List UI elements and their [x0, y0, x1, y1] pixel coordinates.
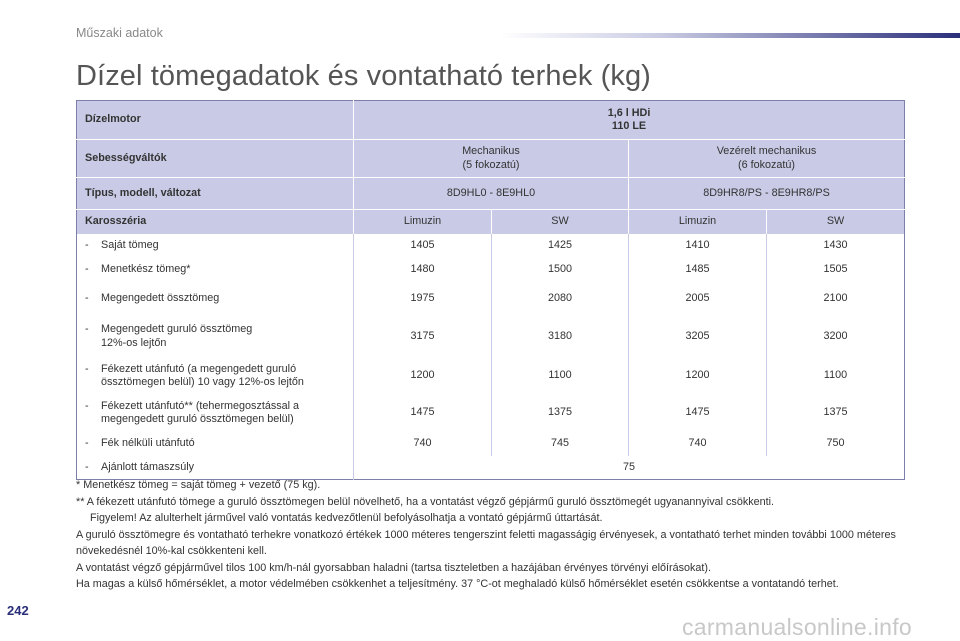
body-label: Karosszéria [77, 210, 354, 234]
row-label: - Fékezett utánfutó (a megengedett guruló össztömegen belül) 10 vagy 12%-os lejtőn [77, 358, 354, 395]
row-label: - Ajánlott támaszsúly [77, 456, 354, 480]
row-value: 2100 [767, 282, 905, 316]
row-value: 1430 [767, 234, 905, 258]
row-value: 1100 [492, 358, 629, 395]
footnote: Ha magas a külső hőmérséklet, a motor védelmében csökkenhet a teljesítmény. 37 °C-ot meghaladó külső hőmérséklet esetén csökkentse a vontatandó terhet. [76, 578, 839, 590]
weights-table [76, 100, 905, 480]
gearbox-row [77, 140, 905, 178]
row-value: 3180 [492, 316, 629, 358]
row-value: 1200 [354, 358, 492, 395]
table-row [77, 395, 905, 432]
gearbox-manual-line1: Mechanikus [462, 145, 520, 158]
row-label: - Megengedett guruló össztömeg 12%-os lejtőn [77, 316, 354, 358]
engine-label: Dízelmotor [77, 101, 354, 140]
row-value: 3175 [354, 316, 492, 358]
gearbox-manual-line2: (5 fokozatú) [462, 158, 520, 171]
gearbox-manual [354, 140, 629, 178]
footnote: A vontatást végző gépjárművel tilos 100 km/h-nál gyorsabban haladni (tartsa tiszteletben a hazájában érvényes törvényi előírásokat). [76, 561, 711, 574]
row-value: 1375 [492, 395, 629, 432]
engine-value [354, 101, 905, 140]
section-label: Műszaki adatok [76, 26, 163, 40]
row-label: - Fékezett utánfutó** (tehermegosztással a megengedett guruló össztömegen belül) [77, 395, 354, 432]
body-col: Limuzin [629, 210, 767, 234]
row-value: 3200 [767, 316, 905, 358]
table-row [77, 456, 905, 480]
row-value: 740 [354, 432, 492, 456]
row-value: 1475 [629, 395, 767, 432]
engine-row [77, 101, 905, 140]
row-value: 1410 [629, 234, 767, 258]
watermark-logo: carmanualsonline.info [681, 614, 912, 640]
table-row [77, 234, 905, 258]
engine-value-line1: 1,6 l HDi [607, 106, 651, 119]
row-value: 2080 [492, 282, 629, 316]
row-value: 1485 [629, 258, 767, 282]
row-label: - Fék nélküli utánfutó [77, 432, 354, 456]
body-row [77, 210, 905, 234]
row-value: 1425 [492, 234, 629, 258]
row-value: 1100 [767, 358, 905, 395]
gearbox-auto [629, 140, 905, 178]
row-value: 1375 [767, 395, 905, 432]
type-row [77, 178, 905, 210]
row-label: - Menetkész tömeg* [77, 258, 354, 282]
type-auto: 8D9HR8/PS - 8E9HR8/PS [629, 178, 905, 210]
footnotes [76, 477, 916, 593]
page-number: 242 [7, 603, 29, 618]
table-row [77, 432, 905, 456]
table-row [77, 316, 905, 358]
table-row [77, 282, 905, 316]
row-value: 3205 [629, 316, 767, 358]
row-value: 750 [767, 432, 905, 456]
row-value: 1480 [354, 258, 492, 282]
row-value: 1505 [767, 258, 905, 282]
table-row [77, 358, 905, 395]
header-gradient-bar [500, 33, 960, 38]
body-col: SW [767, 210, 905, 234]
row-value: 1475 [354, 395, 492, 432]
row-value: 1405 [354, 234, 492, 258]
gearbox-auto-line2: (6 fokozatú) [738, 158, 796, 171]
row-value: 2005 [629, 282, 767, 316]
row-label: - Megengedett össztömeg [77, 282, 354, 316]
row-label: - Saját tömeg [77, 234, 354, 258]
footnote: ** A fékezett utánfutó tömege a guruló össztömegen belül növelhető, ha a vontatást végző gépjármű guruló össztömegét ugyanannyival csökkenti. [76, 495, 775, 508]
type-label: Típus, modell, változat [77, 178, 354, 210]
footnote: A guruló össztömegre és vontatható terhekre vonatkozó értékek 1000 méteres tengerszint feletti magasságig érvényesek, a vontatható terhet minden további 1000 méteres növekedésnél 10%-kal csökkenteni kell. [76, 528, 896, 557]
footnote: Figyelem! Az alulterhelt járművel való vontatás kedvezőtlenül befolyásolhatja a vontató gépjármű úttartását. [90, 512, 603, 524]
type-manual: 8D9HL0 - 8E9HL0 [354, 178, 629, 210]
row-value: 1200 [629, 358, 767, 395]
row-value: 75 [354, 456, 905, 480]
footnote: * Menetkész tömeg = saját tömeg + vezető (75 kg). [76, 479, 321, 491]
row-value: 1975 [354, 282, 492, 316]
gearbox-auto-line1: Vezérelt mechanikus [716, 145, 817, 158]
table-row [77, 258, 905, 282]
body-col: SW [492, 210, 629, 234]
page-title: Dízel tömegadatok és vontatható terhek (kg) [76, 60, 651, 92]
row-value: 740 [629, 432, 767, 456]
gearbox-label: Sebességváltók [77, 140, 354, 178]
row-value: 745 [492, 432, 629, 456]
row-value: 1500 [492, 258, 629, 282]
body-col: Limuzin [354, 210, 492, 234]
engine-value-line2: 110 LE [611, 120, 647, 132]
